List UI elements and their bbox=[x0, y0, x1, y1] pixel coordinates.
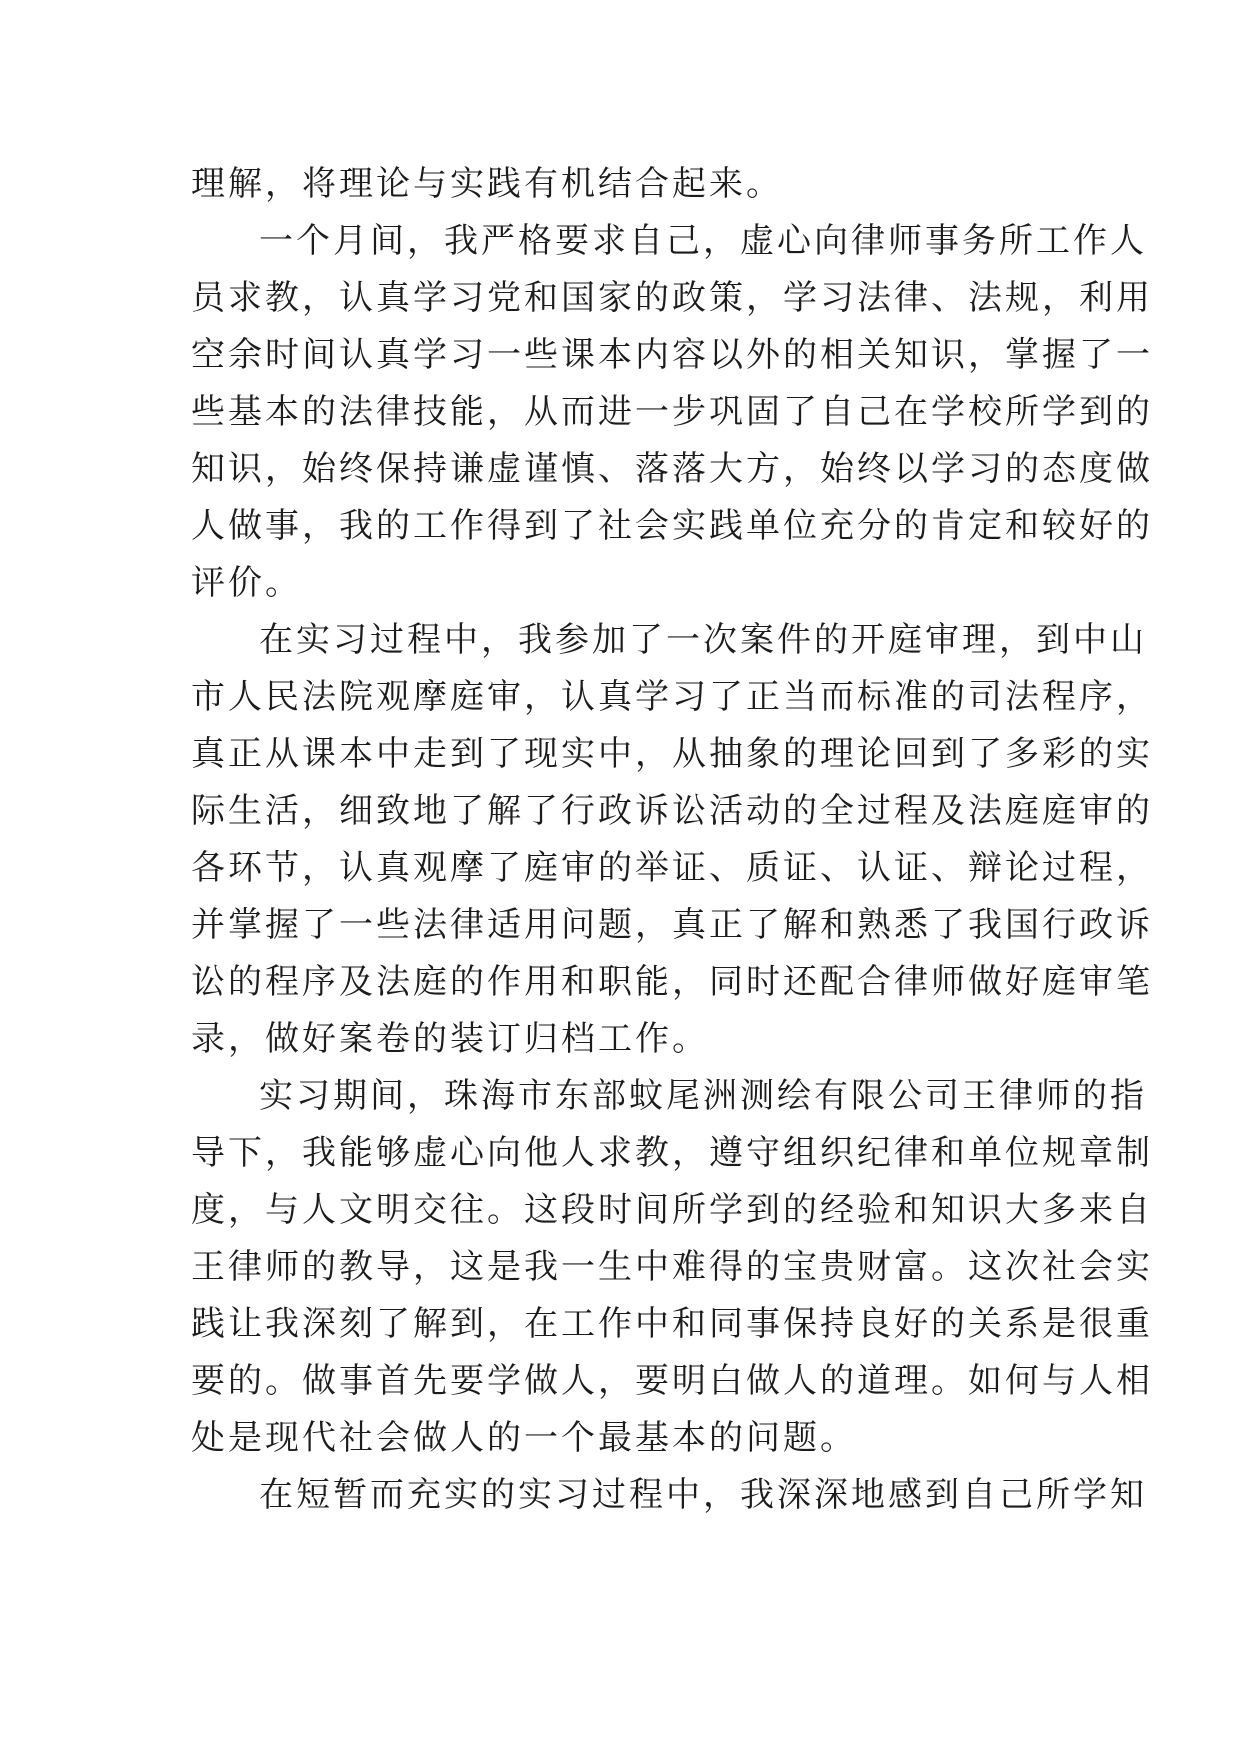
text-line: 空余时间认真学习一些课本内容以外的相关知识，掌握了一 bbox=[191, 335, 1153, 375]
text-line: 知识，始终保持谦虚谨慎、落落大方，始终以学习的态度做 bbox=[191, 449, 1153, 489]
text-line: 并掌握了一些法律适用问题，真正了解和熟悉了我国行政诉 bbox=[191, 905, 1153, 945]
paragraph-first-line: 一个月间，我严格要求自己，虚心向律师事务所工作人 bbox=[259, 221, 1147, 261]
text-line: 王律师的教导，这是我一生中难得的宝贵财富。这次社会实 bbox=[191, 1247, 1153, 1287]
body-text bbox=[191, 156, 1153, 1524]
text-line: 讼的程序及法庭的作用和职能，同时还配合律师做好庭审笔 bbox=[191, 962, 1153, 1002]
text-line: 要的。做事首先要学做人，要明白做人的道理。如何与人相 bbox=[191, 1361, 1153, 1401]
paragraph-first-line: 实习期间，珠海市东部蚊尾洲测绘有限公司王律师的指 bbox=[259, 1076, 1147, 1116]
text-line: 导下，我能够虚心向他人求教，遵守组织纪律和单位规章制 bbox=[191, 1133, 1153, 1173]
text-line: 人做事，我的工作得到了社会实践单位充分的肯定和较好的 bbox=[191, 506, 1153, 546]
text-line: 践让我深刻了解到，在工作中和同事保持良好的关系是很重 bbox=[191, 1304, 1153, 1344]
text-line: 录，做好案卷的装订归档工作。 bbox=[191, 1019, 709, 1059]
text-line: 员求教，认真学习党和国家的政策，学习法律、法规，利用 bbox=[191, 278, 1153, 318]
text-line: 市人民法院观摩庭审，认真学习了正当而标准的司法程序， bbox=[191, 677, 1153, 717]
text-line: 度，与人文明交往。这段时间所学到的经验和知识大多来自 bbox=[191, 1190, 1153, 1230]
text-line: 评价。 bbox=[191, 563, 302, 603]
text-line: 各环节，认真观摩了庭审的举证、质证、认证、辩论过程， bbox=[191, 848, 1153, 888]
paragraph-first-line: 在短暂而充实的实习过程中，我深深地感到自己所学知 bbox=[259, 1475, 1147, 1515]
text-line: 理解，将理论与实践有机结合起来。 bbox=[191, 164, 783, 204]
text-line: 处是现代社会做人的一个最基本的问题。 bbox=[191, 1418, 857, 1458]
text-line: 际生活，细致地了解了行政诉讼活动的全过程及法庭庭审的 bbox=[191, 791, 1153, 831]
text-line: 些基本的法律技能，从而进一步巩固了自己在学校所学到的 bbox=[191, 392, 1153, 432]
paragraph-first-line: 在实习过程中，我参加了一次案件的开庭审理，到中山 bbox=[259, 620, 1147, 660]
text-line: 真正从课本中走到了现实中，从抽象的理论回到了多彩的实 bbox=[191, 734, 1153, 774]
